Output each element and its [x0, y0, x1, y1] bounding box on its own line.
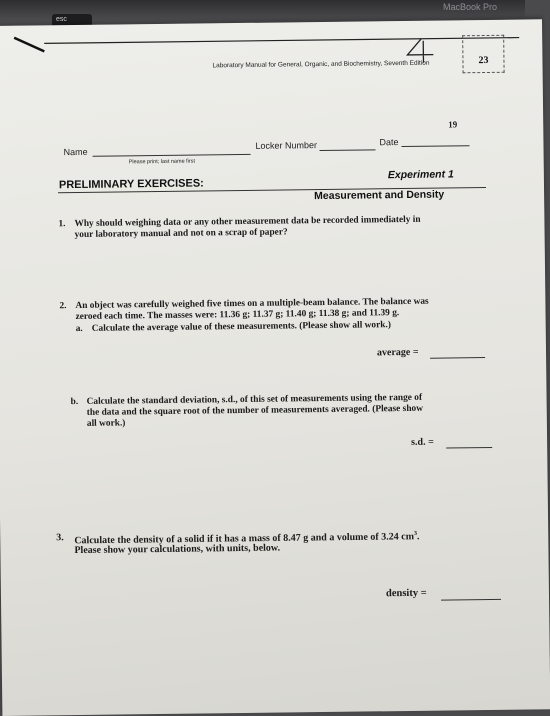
question-2-number: 2.: [59, 301, 67, 312]
question-1-line-1: Why should weighing data or any other measurement data be recorded immediately in: [74, 214, 421, 230]
date-label: Date: [379, 137, 399, 148]
question-1-number: 1.: [58, 219, 66, 230]
locker-number-label: Locker Number: [255, 140, 318, 151]
laptop-brand-label: MacBook Pro: [442, 2, 497, 12]
experiment-title: Measurement and Density: [314, 188, 445, 203]
question-2b-label: b.: [70, 397, 79, 408]
name-field-line[interactable]: [93, 154, 251, 157]
question-2a-label: a.: [75, 323, 83, 335]
question-3-line-1-text: Calculate the density of a solid if it has a mass of 8.47 g and a volume of 3.24 cm: [74, 531, 415, 547]
worksheet-page: [0, 19, 550, 716]
experiment-label: Experiment 1: [387, 168, 454, 182]
question-2: [59, 296, 429, 335]
handwritten-mark-text: 4: [398, 21, 409, 40]
question-2b-line-3: all work.): [86, 418, 126, 429]
handwritten-mark: [398, 21, 439, 67]
average-answer-line[interactable]: [430, 357, 485, 359]
average-label: average =: [376, 346, 419, 359]
question-2b: [70, 392, 424, 429]
question-3-number: 3.: [56, 532, 64, 544]
page-number-box: [462, 35, 504, 74]
question-2b-line-1: Calculate the standard deviation, s.d., of this set of measurements using the range of: [86, 392, 423, 407]
sd-label: s.d. =: [411, 436, 434, 448]
name-hint: Please print; last name first: [128, 158, 196, 166]
question-3-line-2: Please show your calculations, with units, below.: [74, 542, 281, 557]
density-answer-line[interactable]: [441, 599, 501, 601]
question-3-superscript: 3: [413, 530, 418, 537]
question-3-line-1-end: .: [416, 531, 420, 543]
sd-answer-line[interactable]: [446, 447, 492, 449]
locker-number-field-line[interactable]: [320, 149, 376, 151]
question-3: [56, 530, 420, 557]
page-number: 19: [448, 119, 458, 130]
manual-title: Laboratory Manual for General, Organic, and Biochemistry, Seventh Edition: [212, 59, 430, 70]
esc-key: esc: [52, 14, 92, 30]
question-2-line-2: zeroed each time. The masses were: 11.36 g; 11.37 g; 11.40 g; 11.38 g; and 11.39 g.: [75, 308, 400, 323]
question-2-line-1: An object was carefully weighed five times on a multiple-beam balance. The balance was: [75, 296, 429, 312]
name-label: Name: [63, 146, 88, 158]
preliminary-exercises-title: PRELIMINARY EXERCISES:: [58, 177, 204, 192]
page-box-number: 23: [478, 54, 489, 67]
question-2b-line-2: the data and the square root of the number of measurements averaged. (Please show: [86, 403, 424, 418]
density-label: density =: [385, 587, 427, 600]
question-1-line-2: your laboratory manual and not on a scrap of paper?: [74, 227, 288, 241]
question-2a-text: Calculate the average value of these measurements. (Please show all work.): [91, 320, 391, 334]
date-field-line[interactable]: [401, 145, 469, 147]
question-1: [58, 214, 421, 241]
